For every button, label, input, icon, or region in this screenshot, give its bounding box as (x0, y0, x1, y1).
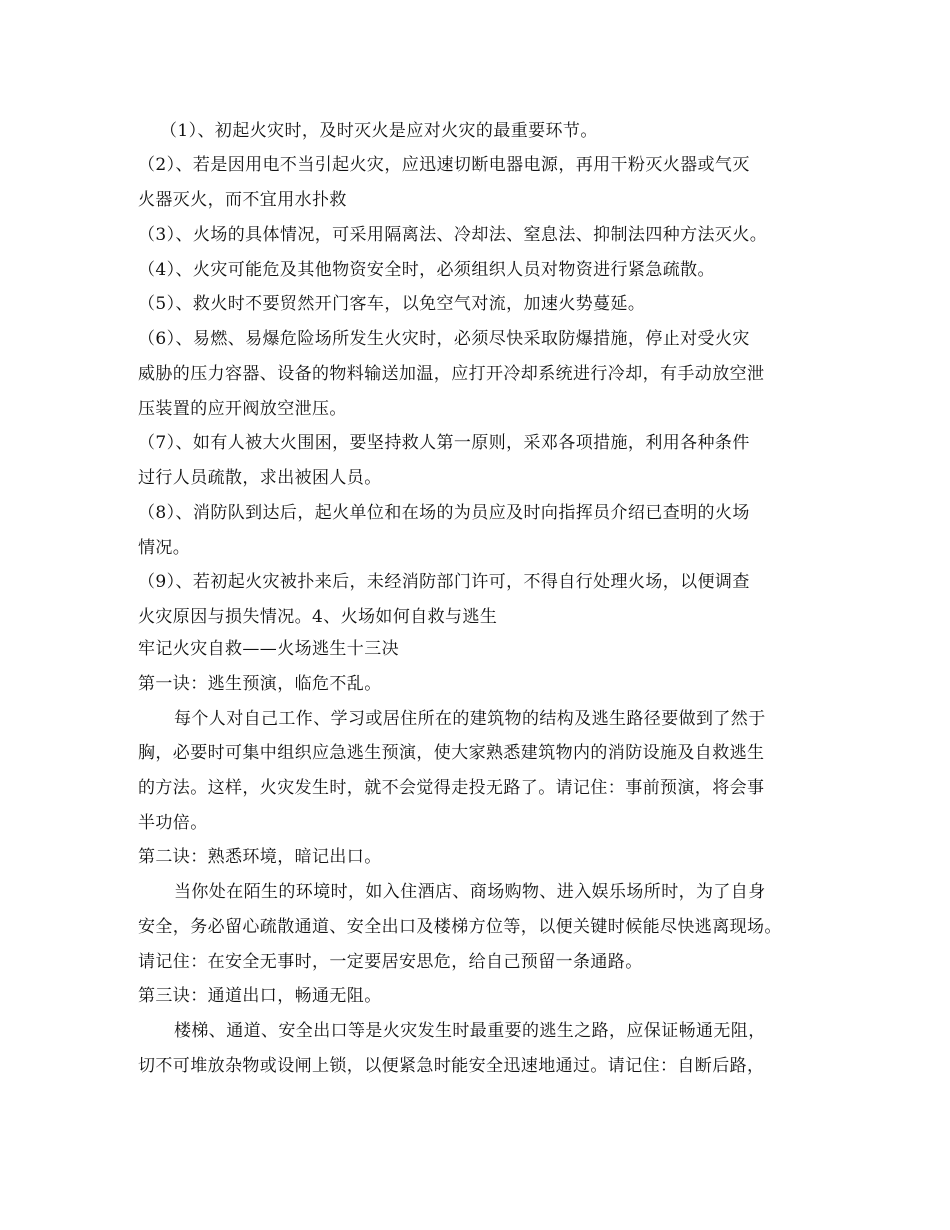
text-line-17: 第一诀：逃生预演，临危不乱。 (138, 674, 382, 694)
text-line-25: 请记住：在安全无事时，一定要居安思危，给自己预留一条通路。 (138, 952, 643, 972)
text-line-23: 当你处在陌生的环境时，如入住酒店、商场购物、进入娱乐场所时，为了自身 (174, 882, 766, 902)
text-line-12: （8）、消防队到达后，起火单位和在场的为员应及时向指挥员介绍已查明的火场 (138, 503, 750, 523)
text-line-24: 安全，务必留心疏散通道、安全出口及楼梯方位等，以便关键时候能尽快逃离现场。 (138, 917, 782, 937)
text-line-22: 第二诀：熟悉环境，暗记出口。 (138, 847, 382, 867)
text-line-7: （6）、易燃、易爆危险场所发生火灾时，必须尽快采取防爆措施，停止对受火灾 (138, 329, 750, 349)
text-line-16: 牢记火灾自救——火场逃生十三决 (138, 639, 399, 659)
text-line-8: 威胁的压力容器、设备的物料输送加温，应打开冷却系统进行冷却，有手动放空泄 (138, 364, 765, 384)
text-line-13: 情况。 (138, 538, 191, 558)
text-line-14: （9）、若初起火灾被扑来后，未经消防部门许可，不得自行处理火场，以便调查 (138, 572, 750, 592)
text-line-1: （1）、初起火灾时，及时灭火是应对火灾的最重要环节。 (160, 121, 598, 141)
text-line-2: （2）、若是因用电不当引起火灾，应迅速切断电器电源，再用干粉灭火器或气灭 (138, 155, 750, 175)
text-line-27: 楼梯、通道、安全出口等是火灾发生时最重要的逃生之路，应保证畅通无阻， (174, 1021, 766, 1041)
text-line-6: （5）、救火时不要贸然开门客车，以免空气对流，加速火势蔓延。 (138, 294, 646, 314)
text-line-11: 过行人员疏散，求出被困人员。 (138, 468, 382, 488)
text-line-21: 半功倍。 (138, 813, 208, 833)
text-line-26: 第三诀：通道出口，畅通无阻。 (138, 986, 382, 1006)
text-line-9: 压装置的应开阀放空泄压。 (138, 399, 347, 419)
text-line-5: （4）、火灾可能危及其他物资安全时，必须组织人员对物资进行紧急疏散。 (138, 260, 715, 280)
text-line-20: 的方法。这样，火灾发生时，就不会觉得走投无路了。请记住：事前预演，将会事 (138, 778, 765, 798)
text-line-28: 切不可堆放杂物或设闸上锁，以便紧急时能安全迅速地通过。请记住：自断后路， (138, 1056, 765, 1076)
text-line-3: 火器灭火，而不宜用水扑救 (138, 190, 347, 210)
text-line-10: （7）、如有人被大火围困，要坚持救人第一原则，采邓各项措施，利用各种条件 (138, 433, 750, 453)
text-line-18: 每个人对自己工作、学习或居住所在的建筑物的结构及逃生路径要做到了然于 (174, 709, 766, 729)
text-line-15: 火灾原因与损失情况。4、火场如何自救与逃生 (138, 607, 498, 627)
text-line-19: 胸，必要时可集中组织应急逃生预演，使大家熟悉建筑物内的消防设施及自救逃生 (138, 743, 765, 763)
text-line-4: （3）、火场的具体情况，可采用隔离法、冷却法、窒息法、抑制法四种方法灭火。 (138, 225, 768, 245)
